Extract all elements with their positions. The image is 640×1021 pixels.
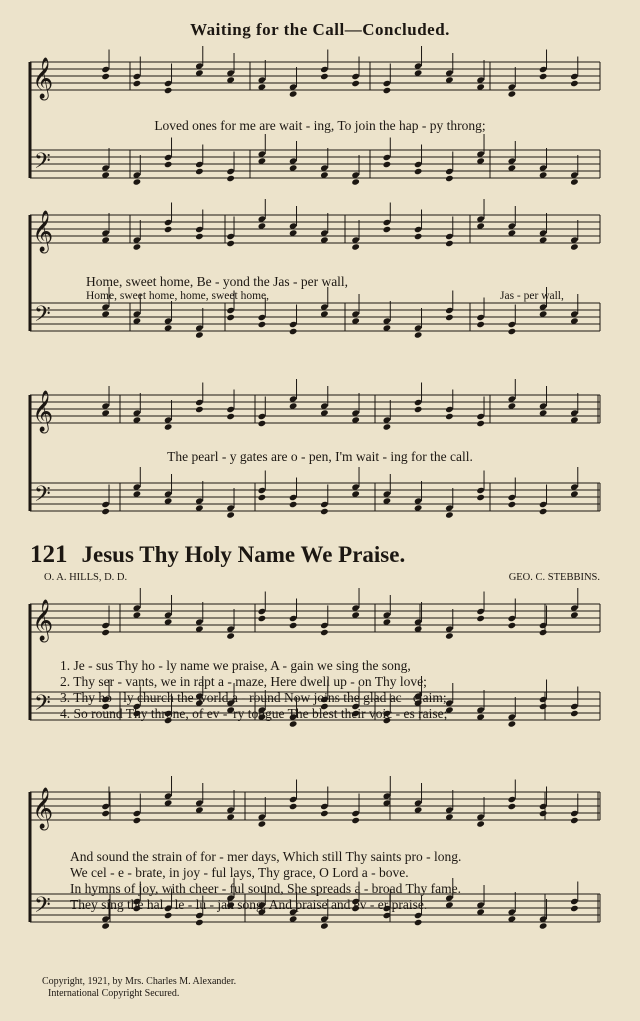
svg-text:𝄢: 𝄢 (34, 691, 51, 721)
treble-staff (30, 215, 600, 243)
hymn-title (30, 541, 405, 569)
svg-text:𝄞: 𝄞 (32, 211, 54, 252)
bass-staff (30, 303, 600, 331)
svg-text:𝄞: 𝄞 (32, 58, 54, 99)
copyright-line-1: Copyright, 1921, by Mrs. Charles M. Alexander. (42, 976, 237, 987)
music-system-3 (0, 385, 640, 545)
hymn-number: 121 (30, 541, 68, 568)
verse-3-part-2: In hymns of joy, with cheer - ful sound, She spreads a - broad Thy fame. (70, 881, 462, 896)
svg-text:𝄞: 𝄞 (32, 600, 54, 641)
bass-staff (30, 150, 600, 178)
svg-text:𝄢: 𝄢 (34, 302, 51, 332)
verse-3-part-1: 3. Thy ho - ly church the world a - round Now joins the glad ac - claim; (60, 690, 447, 705)
copyright-notice (42, 976, 236, 1000)
verse-1-part-1: 1. Je - sus Thy ho - ly name we praise, A - gain we sing the song, (60, 658, 411, 673)
hymn-composer: GEO. C. STEBBINS. (508, 572, 600, 583)
verse-4-part-1: 4. So round Thy throne, of ev - 'ry tongue The blest their voic - es raise; (60, 706, 448, 721)
svg-text:𝄞: 𝄞 (32, 788, 54, 829)
svg-text:𝄢: 𝄢 (34, 149, 51, 179)
verse-1-part-2: And sound the strain of for - mer days, Which still Thy saints pro - long. (70, 849, 462, 864)
hymn-title-text: Jesus Thy Holy Name We Praise. (81, 542, 406, 567)
lyric-line-3: The pearl - y gates are o - pen, I'm wait - ing for the call. (167, 449, 473, 464)
svg-text:𝄞: 𝄞 (32, 391, 54, 432)
lyric-line-2-alto: Home, sweet home, home, sweet home, (86, 290, 269, 302)
svg-text:𝄢: 𝄢 (34, 893, 51, 923)
lyric-line-1: Loved ones for me are wait - ing, To join the hap - py throng; (154, 118, 486, 133)
page-header: Waiting for the Call—Concluded. (190, 20, 450, 39)
hymn-author: O. A. HILLS, D. D. (44, 572, 128, 583)
lyric-line-2: Home, sweet home, Be - yond the Jas - per wall, (86, 274, 349, 289)
verse-2-part-1: 2. Thy ser - vants, we in rapt a - maze, Here dwell up - on Thy love; (60, 674, 427, 689)
svg-text:𝄢: 𝄢 (34, 482, 51, 512)
music-system-2 (0, 205, 640, 405)
copyright-line-2: International Copyright Secured. (48, 988, 180, 999)
verse-2-part-2: We cel - e - brate, in joy - ful lays, Thy grace, O Lord a - bove. (70, 865, 409, 880)
lyric-line-2-alto-end: Jas - per wall, (500, 290, 564, 302)
verse-4-part-2: They sing the hal - le - lu - jah song, And praise and ev - er praise. (70, 897, 428, 912)
